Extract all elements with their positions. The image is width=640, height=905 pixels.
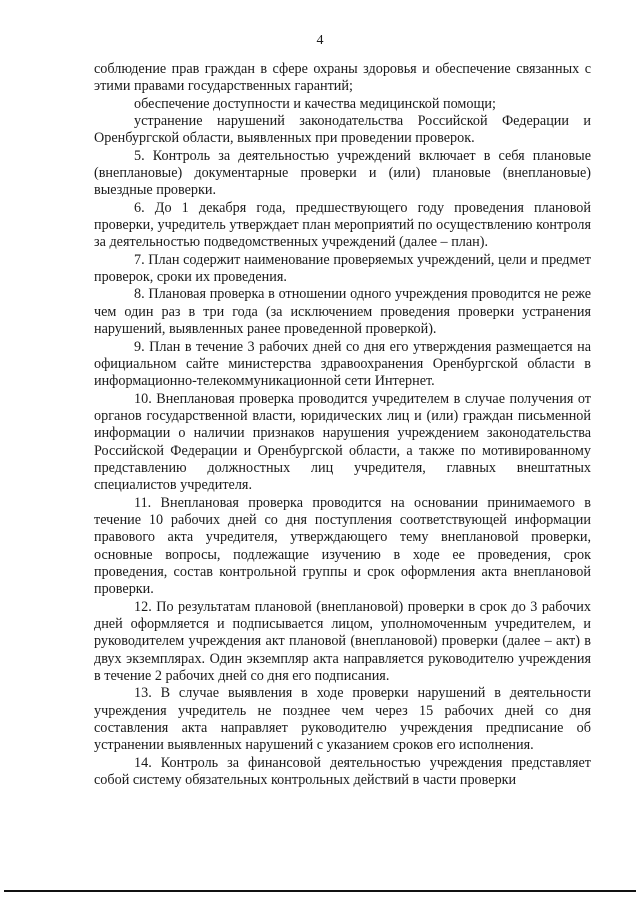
paragraph: 8. Плановая проверка в отношении одного учреждения проводится не реже чем один раз в три года (за исключением проведения проверки устранения нарушений, выявленных ранее проведенной проверкой). — [94, 286, 591, 338]
page-number: 4 — [316, 33, 324, 48]
paragraph: 5. Контроль за деятельностью учреждений включает в себя плановые (внеплановые) документарные проверки и (или) плановые (внеплановые) выездные проверки. — [94, 147, 591, 199]
paragraph: 14. Контроль за финансовой деятельностью учреждения представляет собой систему обязательных контрольных действий в части проверки — [94, 754, 591, 789]
document-body — [94, 61, 591, 789]
paragraph: 7. План содержит наименование проверяемых учреждений, цели и предмет проверок, сроки их проведения. — [94, 251, 591, 286]
paragraph: 6. До 1 декабря года, предшествующего году проведения плановой проверки, учредитель утверждает план мероприятий по осуществлению контроля за деятельностью подведомственных учреждений (далее – план). — [94, 199, 591, 251]
paragraph: устранение нарушений законодательства Российской Федерации и Оренбургской области, выявленных при проведении проверок. — [94, 113, 591, 147]
paragraph: 13. В случае выявления в ходе проверки нарушений в деятельности учреждения учредитель не позднее чем через 15 рабочих дней со дня составления акта направляет руководителю учреждения предписание об устранении выявленных нарушений с указанием сроков его исполнения. — [94, 685, 591, 754]
paragraph: соблюдение прав граждан в сфере охраны здоровья и обеспечение связанных с этими правами государственных гарантий; — [94, 61, 591, 95]
bottom-rule — [4, 890, 636, 892]
paragraph: 11. Внеплановая проверка проводится на основании принимаемого в течение 10 рабочих дней со дня поступления соответствующей информации правового акта учредителя, утверждающего тему внеплановой проверки, основные вопросы, подлежащие изучению в ходе ее проведения, срок проведения, состав контрольной группы и срок оформления акта внеплановой проверки. — [94, 494, 591, 598]
paragraph: 10. Внеплановая проверка проводится учредителем в случае получения от органов государственной власти, юридических лиц и (или) граждан письменной информации о наличии признаков нарушения учреждением законодательства Российской Федерации и Оренбургской области, а также по мотивированному представлению должностных лиц учредителя, главных внештатных специалистов учредителя. — [94, 390, 591, 494]
paragraph: 12. По результатам плановой (внеплановой) проверки в срок до 3 рабочих дней оформляется и подписывается лицом, уполномоченным учредителем, и руководителем учреждения акт плановой (внеплановой) проверки (далее – акт) в двух экземплярах. Один экземпляр акта направляется руководителю учреждения в течение 2 рабочих дней со дня его подписания. — [94, 598, 591, 685]
paragraph: обеспечение доступности и качества медицинской помощи; — [134, 95, 496, 112]
paragraph: 9. План в течение 3 рабочих дней со дня его утверждения размещается на официальном сайте министерства здравоохранения Оренбургской области в информационно-телекоммуникационной сети Интернет. — [94, 338, 591, 390]
